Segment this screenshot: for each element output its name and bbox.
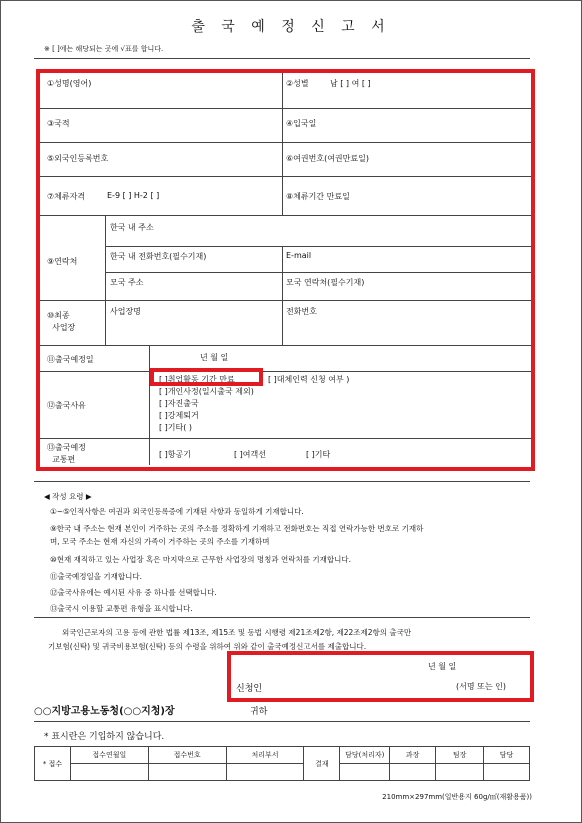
form-title: 출 국 예 정 신 고 서 xyxy=(191,19,391,35)
office-use-cell xyxy=(436,764,484,781)
departure-date-value[interactable]: 년 월 일 xyxy=(200,353,229,362)
kr-phone-label: 한국 내 전화번호(필수기재) xyxy=(110,252,207,261)
transport-option-ship[interactable]: [ ]여객선 xyxy=(234,450,266,459)
reason-option-other[interactable]: [ ]기타( ) xyxy=(159,423,193,432)
reason-option-expiry[interactable]: [ ]취업활동 기간 만료 xyxy=(159,375,235,384)
alien-reg-label: ⑤외국인등록번호 xyxy=(47,154,109,163)
office-use-header: 결재 xyxy=(304,747,340,781)
office-use-table xyxy=(34,746,530,781)
email-label: E-mail xyxy=(286,251,312,260)
highlight-reason-expiry xyxy=(150,368,263,386)
office-use-header: 처리부서 xyxy=(226,747,304,764)
addressee-suffix: 귀하 xyxy=(250,707,268,717)
reason-option-personal[interactable]: [ ]개인사정(일시출국 제외) xyxy=(159,387,254,396)
declaration-line: 외국인근로자의 고용 등에 관한 법률 제13조, 제15조 및 동법 시행령 제21조제2항, 제22조제2항의 출국만 xyxy=(62,628,412,637)
workplace-name-label: 사업장명 xyxy=(110,307,141,316)
name-label: ①성명(영어) xyxy=(47,79,92,88)
highlight-form-fields xyxy=(36,69,535,471)
office-use-header: 과장 xyxy=(390,747,436,764)
contact-label: ⑨연락처 xyxy=(47,257,78,266)
home-address-label: 모국 주소 xyxy=(110,278,144,287)
guide-line: ⑨한국 내 주소는 현재 본인이 거주하는 곳의 주소를 정확하게 기재하고 전화번호는 직접 연락가능한 번호로 기재하 xyxy=(50,524,424,533)
divider xyxy=(34,617,530,618)
workplace-phone-label: 전화번호 xyxy=(286,307,317,316)
status-label: ⑦체류자격 xyxy=(47,192,86,201)
entry-date-label: ④입국일 xyxy=(286,119,317,128)
divider xyxy=(34,721,530,722)
last-workplace-label: ⑩최종 사업장 xyxy=(47,311,76,332)
kr-address-label: 한국 내 주소 xyxy=(110,223,154,232)
transport-label: ⑬출국예정 교통편 xyxy=(47,443,86,464)
reason-option-deport[interactable]: [ ]강제퇴거 xyxy=(159,411,199,420)
status-options[interactable]: E-9 [ ] H-2 [ ] xyxy=(107,191,160,200)
applicant-label: 신청인 xyxy=(236,684,263,694)
guide-line: ⑪출국예정일을 기재합니다. xyxy=(50,572,142,581)
guide-header: ◀ 작성 요령 ▶ xyxy=(44,492,92,501)
office-use-row-label: * 접수 xyxy=(35,747,71,781)
guide-line: ①~⑤인적사항은 여권과 외국인등록증에 기재된 사항과 동일하게 기재합니다. xyxy=(50,507,304,516)
office-use-cell xyxy=(226,764,304,781)
paper-spec: 210mm×297mm(일반용지 60g/㎡(재활용품)) xyxy=(382,793,532,801)
guide-line: ⑬출국시 이용할 교통편 유형을 표시합니다. xyxy=(50,604,193,613)
guide-line: 며, 모국 주소는 현재 자신의 가족이 거주하는 곳의 주소를 기재하며 xyxy=(50,537,270,546)
reason-option-voluntary[interactable]: [ ]자진출국 xyxy=(159,399,199,408)
transport-option-air[interactable]: [ ]항공기 xyxy=(159,450,191,459)
transport-option-other[interactable]: [ ]기타 xyxy=(306,450,331,459)
office-use-cell xyxy=(484,764,530,781)
sex-label: ②성별 xyxy=(286,79,309,88)
addressee-office: ○○지방고용노동청(○○지청)장 xyxy=(34,706,175,717)
office-use-notice: * 표시란은 기입하지 않습니다. xyxy=(44,732,165,742)
office-use-cell xyxy=(340,764,390,781)
office-use-header: 접수연월일 xyxy=(70,747,148,764)
home-contact-label: 모국 연락처(필수기재) xyxy=(286,278,365,287)
divider xyxy=(34,58,530,59)
departure-date-label: ⑪출국예정일 xyxy=(47,355,94,364)
office-use-header: 담당 xyxy=(484,747,530,764)
nationality-label: ③국적 xyxy=(47,119,70,128)
reason-option-replacement[interactable]: [ ]대체인력 신청 여부 ) xyxy=(268,375,350,384)
guide-line: ⑩현재 재직하고 있는 사업장 혹은 마지막으로 근무한 사업장의 명칭과 연락처를 기재합니다. xyxy=(50,555,352,564)
passport-label: ⑥여권번호(여권만료일) xyxy=(286,154,369,163)
office-use-cell xyxy=(148,764,226,781)
highlight-signature xyxy=(227,651,534,702)
office-use-header: 담당(처리자) xyxy=(340,747,390,764)
office-use-cell xyxy=(390,764,436,781)
divider xyxy=(34,481,530,482)
declaration-line: 기보험(신탁) 및 귀국비용보험(신탁) 등의 수령을 위하여 위와 같이 출국예정신고서를 제출합니다. xyxy=(48,642,367,651)
signature-date[interactable]: 년 월 일 xyxy=(428,662,457,671)
office-use-header: 팀장 xyxy=(436,747,484,764)
signature-field[interactable]: (서명 또는 인) xyxy=(456,682,506,691)
form-note: ※ [ ]에는 해당되는 곳에 √표를 합니다. xyxy=(44,45,164,53)
sex-options[interactable]: 남 [ ] 여 [ ] xyxy=(330,79,371,88)
guide-line: ⑫출국사유에는 예시된 사유 중 하나를 선택합니다. xyxy=(50,588,217,597)
stay-expiry-label: ⑧체류기간 만료일 xyxy=(286,192,350,201)
office-use-cell xyxy=(70,764,148,781)
office-use-header: 접수번호 xyxy=(148,747,226,764)
reason-label: ⑫출국사유 xyxy=(47,401,86,410)
